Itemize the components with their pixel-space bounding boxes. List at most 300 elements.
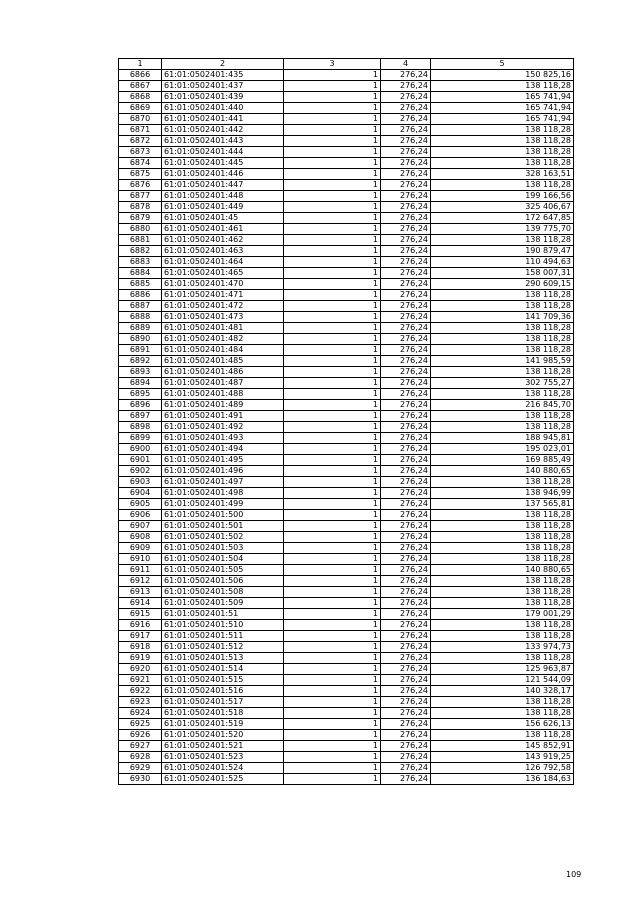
row-number-cell: 6899 (119, 433, 162, 444)
value-cell: 125 963,87 (431, 664, 574, 675)
value-cell: 150 825,16 (431, 70, 574, 81)
value-cell: 138 118,28 (431, 620, 574, 631)
cadastral-number-cell: 61:01:0502401:501 (162, 521, 284, 532)
quantity-cell: 1 (284, 213, 381, 224)
table-row (119, 543, 574, 554)
value-cell: 139 775,70 (431, 224, 574, 235)
cadastral-number-cell: 61:01:0502401:484 (162, 345, 284, 356)
quantity-cell: 1 (284, 92, 381, 103)
value-cell: 141 709,36 (431, 312, 574, 323)
quantity-cell: 1 (284, 763, 381, 774)
cadastral-number-cell: 61:01:0502401:445 (162, 158, 284, 169)
quantity-cell: 1 (284, 279, 381, 290)
cadastral-number-cell: 61:01:0502401:517 (162, 697, 284, 708)
table-row (119, 587, 574, 598)
rate-cell: 276,24 (381, 543, 431, 554)
rate-cell: 276,24 (381, 554, 431, 565)
rate-cell: 276,24 (381, 752, 431, 763)
table-row (119, 411, 574, 422)
value-cell: 138 118,28 (431, 411, 574, 422)
table-row (119, 609, 574, 620)
rate-cell: 276,24 (381, 477, 431, 488)
quantity-cell: 1 (284, 433, 381, 444)
quantity-cell: 1 (284, 290, 381, 301)
cadastral-number-cell: 61:01:0502401:497 (162, 477, 284, 488)
cadastral-number-cell: 61:01:0502401:472 (162, 301, 284, 312)
value-cell: 169 885,49 (431, 455, 574, 466)
cadastral-number-cell: 61:01:0502401:493 (162, 433, 284, 444)
rate-cell: 276,24 (381, 675, 431, 686)
cadastral-number-cell: 61:01:0502401:491 (162, 411, 284, 422)
value-cell: 138 118,28 (431, 576, 574, 587)
table-row (119, 312, 574, 323)
table-row (119, 565, 574, 576)
table-row (119, 213, 574, 224)
quantity-cell: 1 (284, 103, 381, 114)
row-number-cell: 6915 (119, 609, 162, 620)
value-cell: 138 118,28 (431, 521, 574, 532)
cadastral-number-cell: 61:01:0502401:446 (162, 169, 284, 180)
quantity-cell: 1 (284, 521, 381, 532)
row-number-cell: 6918 (119, 642, 162, 653)
table-body (119, 70, 574, 785)
quantity-cell: 1 (284, 774, 381, 785)
value-cell: 138 118,28 (431, 301, 574, 312)
rate-cell: 276,24 (381, 378, 431, 389)
table-row (119, 92, 574, 103)
table-row (119, 125, 574, 136)
value-cell: 141 985,59 (431, 356, 574, 367)
value-cell: 140 880,65 (431, 466, 574, 477)
quantity-cell: 1 (284, 444, 381, 455)
row-number-cell: 6904 (119, 488, 162, 499)
row-number-cell: 6868 (119, 92, 162, 103)
quantity-cell: 1 (284, 70, 381, 81)
table-row (119, 389, 574, 400)
value-cell: 138 118,28 (431, 653, 574, 664)
value-cell: 138 118,28 (431, 543, 574, 554)
table-row (119, 345, 574, 356)
rate-cell: 276,24 (381, 422, 431, 433)
rate-cell: 276,24 (381, 587, 431, 598)
quantity-cell: 1 (284, 631, 381, 642)
value-cell: 138 118,28 (431, 323, 574, 334)
cadastral-number-cell: 61:01:0502401:489 (162, 400, 284, 411)
row-number-cell: 6929 (119, 763, 162, 774)
cadastral-number-cell: 61:01:0502401:509 (162, 598, 284, 609)
row-number-cell: 6898 (119, 422, 162, 433)
quantity-cell: 1 (284, 301, 381, 312)
rate-cell: 276,24 (381, 763, 431, 774)
table-row (119, 477, 574, 488)
row-number-cell: 6917 (119, 631, 162, 642)
rate-cell: 276,24 (381, 279, 431, 290)
row-number-cell: 6900 (119, 444, 162, 455)
row-number-cell: 6913 (119, 587, 162, 598)
value-cell: 290 609,15 (431, 279, 574, 290)
table-row (119, 719, 574, 730)
cadastral-number-cell: 61:01:0502401:481 (162, 323, 284, 334)
table-row (119, 279, 574, 290)
cadastral-number-cell: 61:01:0502401:442 (162, 125, 284, 136)
quantity-cell: 1 (284, 675, 381, 686)
cadastral-number-cell: 61:01:0502401:487 (162, 378, 284, 389)
rate-cell: 276,24 (381, 312, 431, 323)
cadastral-number-cell: 61:01:0502401:488 (162, 389, 284, 400)
row-number-cell: 6905 (119, 499, 162, 510)
cadastral-number-cell: 61:01:0502401:440 (162, 103, 284, 114)
cadastral-number-cell: 61:01:0502401:495 (162, 455, 284, 466)
row-number-cell: 6912 (119, 576, 162, 587)
table-row (119, 675, 574, 686)
rate-cell: 276,24 (381, 334, 431, 345)
rate-cell: 276,24 (381, 620, 431, 631)
quantity-cell: 1 (284, 345, 381, 356)
cadastral-number-cell: 61:01:0502401:499 (162, 499, 284, 510)
value-cell: 140 880,65 (431, 565, 574, 576)
value-cell: 138 118,28 (431, 477, 574, 488)
value-cell: 138 118,28 (431, 532, 574, 543)
table-row (119, 642, 574, 653)
cadastral-number-cell: 61:01:0502401:463 (162, 246, 284, 257)
rate-cell: 276,24 (381, 70, 431, 81)
cadastral-number-cell: 61:01:0502401:525 (162, 774, 284, 785)
cadastral-number-cell: 61:01:0502401:512 (162, 642, 284, 653)
table-row (119, 235, 574, 246)
quantity-cell: 1 (284, 312, 381, 323)
quantity-cell: 1 (284, 642, 381, 653)
row-number-cell: 6866 (119, 70, 162, 81)
value-cell: 138 118,28 (431, 81, 574, 92)
header-row (119, 59, 574, 70)
quantity-cell: 1 (284, 81, 381, 92)
value-cell: 190 879,47 (431, 246, 574, 257)
rate-cell: 276,24 (381, 81, 431, 92)
header-col-3: 3 (284, 59, 381, 70)
rate-cell: 276,24 (381, 697, 431, 708)
value-cell: 121 544,09 (431, 675, 574, 686)
rate-cell: 276,24 (381, 609, 431, 620)
table-row (119, 664, 574, 675)
quantity-cell: 1 (284, 422, 381, 433)
rate-cell: 276,24 (381, 598, 431, 609)
value-cell: 179 001,29 (431, 609, 574, 620)
rate-cell: 276,24 (381, 180, 431, 191)
header-col-2: 2 (162, 59, 284, 70)
row-number-cell: 6870 (119, 114, 162, 125)
rate-cell: 276,24 (381, 136, 431, 147)
row-number-cell: 6890 (119, 334, 162, 345)
value-cell: 325 406,67 (431, 202, 574, 213)
table-row (119, 257, 574, 268)
cadastral-number-cell: 61:01:0502401:485 (162, 356, 284, 367)
rate-cell: 276,24 (381, 532, 431, 543)
row-number-cell: 6877 (119, 191, 162, 202)
value-cell: 138 118,28 (431, 345, 574, 356)
table-row (119, 400, 574, 411)
row-number-cell: 6885 (119, 279, 162, 290)
table-row (119, 180, 574, 191)
quantity-cell: 1 (284, 565, 381, 576)
table-row (119, 554, 574, 565)
rate-cell: 276,24 (381, 488, 431, 499)
rate-cell: 276,24 (381, 202, 431, 213)
quantity-cell: 1 (284, 730, 381, 741)
quantity-cell: 1 (284, 356, 381, 367)
table-row (119, 752, 574, 763)
quantity-cell: 1 (284, 488, 381, 499)
table-row (119, 730, 574, 741)
rate-cell: 276,24 (381, 730, 431, 741)
row-number-cell: 6926 (119, 730, 162, 741)
row-number-cell: 6867 (119, 81, 162, 92)
table-row (119, 455, 574, 466)
value-cell: 138 118,28 (431, 554, 574, 565)
quantity-cell: 1 (284, 323, 381, 334)
row-number-cell: 6907 (119, 521, 162, 532)
table-row (119, 378, 574, 389)
quantity-cell: 1 (284, 510, 381, 521)
table-row (119, 697, 574, 708)
quantity-cell: 1 (284, 202, 381, 213)
quantity-cell: 1 (284, 609, 381, 620)
cadastral-number-cell: 61:01:0502401:516 (162, 686, 284, 697)
value-cell: 138 118,28 (431, 697, 574, 708)
cadastral-number-cell: 61:01:0502401:45 (162, 213, 284, 224)
cadastral-number-cell: 61:01:0502401:523 (162, 752, 284, 763)
cadastral-number-cell: 61:01:0502401:500 (162, 510, 284, 521)
quantity-cell: 1 (284, 246, 381, 257)
quantity-cell: 1 (284, 114, 381, 125)
row-number-cell: 6896 (119, 400, 162, 411)
cadastral-number-cell: 61:01:0502401:471 (162, 290, 284, 301)
header-col-5: 5 (431, 59, 574, 70)
rate-cell: 276,24 (381, 741, 431, 752)
cadastral-number-cell: 61:01:0502401:444 (162, 147, 284, 158)
row-number-cell: 6874 (119, 158, 162, 169)
quantity-cell: 1 (284, 686, 381, 697)
header-col-1: 1 (119, 59, 162, 70)
rate-cell: 276,24 (381, 169, 431, 180)
cadastral-number-cell: 61:01:0502401:473 (162, 312, 284, 323)
row-number-cell: 6889 (119, 323, 162, 334)
row-number-cell: 6873 (119, 147, 162, 158)
row-number-cell: 6922 (119, 686, 162, 697)
quantity-cell: 1 (284, 653, 381, 664)
rate-cell: 276,24 (381, 455, 431, 466)
cadastral-number-cell: 61:01:0502401:492 (162, 422, 284, 433)
value-cell: 165 741,94 (431, 114, 574, 125)
quantity-cell: 1 (284, 411, 381, 422)
quantity-cell: 1 (284, 620, 381, 631)
row-number-cell: 6878 (119, 202, 162, 213)
cadastral-number-cell: 61:01:0502401:510 (162, 620, 284, 631)
table-row (119, 741, 574, 752)
table-row (119, 521, 574, 532)
value-cell: 158 007,31 (431, 268, 574, 279)
quantity-cell: 1 (284, 587, 381, 598)
quantity-cell: 1 (284, 477, 381, 488)
quantity-cell: 1 (284, 158, 381, 169)
rate-cell: 276,24 (381, 147, 431, 158)
value-cell: 138 118,28 (431, 147, 574, 158)
quantity-cell: 1 (284, 598, 381, 609)
cadastral-number-cell: 61:01:0502401:518 (162, 708, 284, 719)
quantity-cell: 1 (284, 741, 381, 752)
row-number-cell: 6914 (119, 598, 162, 609)
quantity-cell: 1 (284, 191, 381, 202)
quantity-cell: 1 (284, 367, 381, 378)
table-row (119, 598, 574, 609)
quantity-cell: 1 (284, 235, 381, 246)
value-cell: 136 184,63 (431, 774, 574, 785)
rate-cell: 276,24 (381, 345, 431, 356)
rate-cell: 276,24 (381, 576, 431, 587)
table-row (119, 708, 574, 719)
row-number-cell: 6876 (119, 180, 162, 191)
row-number-cell: 6884 (119, 268, 162, 279)
cadastral-number-cell: 61:01:0502401:508 (162, 587, 284, 598)
rate-cell: 276,24 (381, 125, 431, 136)
value-cell: 138 118,28 (431, 367, 574, 378)
row-number-cell: 6920 (119, 664, 162, 675)
table-row (119, 422, 574, 433)
page-number: 109 (566, 870, 582, 879)
row-number-cell: 6882 (119, 246, 162, 257)
cadastral-number-cell: 61:01:0502401:465 (162, 268, 284, 279)
rate-cell: 276,24 (381, 642, 431, 653)
row-number-cell: 6919 (119, 653, 162, 664)
row-number-cell: 6897 (119, 411, 162, 422)
value-cell: 133 974,73 (431, 642, 574, 653)
table-row (119, 158, 574, 169)
row-number-cell: 6871 (119, 125, 162, 136)
table-row (119, 246, 574, 257)
rate-cell: 276,24 (381, 686, 431, 697)
row-number-cell: 6887 (119, 301, 162, 312)
rate-cell: 276,24 (381, 664, 431, 675)
value-cell: 138 118,28 (431, 334, 574, 345)
row-number-cell: 6872 (119, 136, 162, 147)
rate-cell: 276,24 (381, 444, 431, 455)
cadastral-number-cell: 61:01:0502401:439 (162, 92, 284, 103)
value-cell: 140 328,17 (431, 686, 574, 697)
cadastral-number-cell: 61:01:0502401:435 (162, 70, 284, 81)
cadastral-number-cell: 61:01:0502401:511 (162, 631, 284, 642)
table-row (119, 114, 574, 125)
row-number-cell: 6916 (119, 620, 162, 631)
cadastral-number-cell: 61:01:0502401:504 (162, 554, 284, 565)
rate-cell: 276,24 (381, 301, 431, 312)
rate-cell: 276,24 (381, 213, 431, 224)
cadastral-number-cell: 61:01:0502401:447 (162, 180, 284, 191)
table-row (119, 202, 574, 213)
row-number-cell: 6894 (119, 378, 162, 389)
table-row (119, 334, 574, 345)
quantity-cell: 1 (284, 697, 381, 708)
rate-cell: 276,24 (381, 268, 431, 279)
row-number-cell: 6901 (119, 455, 162, 466)
table-row (119, 433, 574, 444)
rate-cell: 276,24 (381, 708, 431, 719)
value-cell: 138 118,28 (431, 180, 574, 191)
quantity-cell: 1 (284, 466, 381, 477)
row-number-cell: 6892 (119, 356, 162, 367)
table-row (119, 147, 574, 158)
table-row (119, 499, 574, 510)
rate-cell: 276,24 (381, 510, 431, 521)
cadastral-number-cell: 61:01:0502401:443 (162, 136, 284, 147)
row-number-cell: 6925 (119, 719, 162, 730)
cadastral-number-cell: 61:01:0502401:524 (162, 763, 284, 774)
row-number-cell: 6886 (119, 290, 162, 301)
row-number-cell: 6875 (119, 169, 162, 180)
quantity-cell: 1 (284, 389, 381, 400)
row-number-cell: 6921 (119, 675, 162, 686)
quantity-cell: 1 (284, 499, 381, 510)
cadastral-number-cell: 61:01:0502401:520 (162, 730, 284, 741)
row-number-cell: 6903 (119, 477, 162, 488)
row-number-cell: 6927 (119, 741, 162, 752)
value-cell: 138 118,28 (431, 158, 574, 169)
value-cell: 138 118,28 (431, 422, 574, 433)
cadastral-number-cell: 61:01:0502401:521 (162, 741, 284, 752)
quantity-cell: 1 (284, 400, 381, 411)
rate-cell: 276,24 (381, 499, 431, 510)
row-number-cell: 6879 (119, 213, 162, 224)
rate-cell: 276,24 (381, 246, 431, 257)
quantity-cell: 1 (284, 169, 381, 180)
value-cell: 302 755,27 (431, 378, 574, 389)
cadastral-number-cell: 61:01:0502401:461 (162, 224, 284, 235)
rate-cell: 276,24 (381, 224, 431, 235)
value-cell: 110 494,63 (431, 257, 574, 268)
table-row (119, 510, 574, 521)
value-cell: 138 118,28 (431, 598, 574, 609)
table-row (119, 224, 574, 235)
row-number-cell: 6909 (119, 543, 162, 554)
quantity-cell: 1 (284, 224, 381, 235)
value-cell: 165 741,94 (431, 92, 574, 103)
table-row (119, 301, 574, 312)
value-cell: 138 118,28 (431, 708, 574, 719)
rate-cell: 276,24 (381, 103, 431, 114)
value-cell: 145 852,91 (431, 741, 574, 752)
table-row (119, 356, 574, 367)
table-row (119, 466, 574, 477)
table-row (119, 488, 574, 499)
row-number-cell: 6881 (119, 235, 162, 246)
rate-cell: 276,24 (381, 631, 431, 642)
table-row (119, 103, 574, 114)
value-cell: 138 118,28 (431, 510, 574, 521)
quantity-cell: 1 (284, 719, 381, 730)
rate-cell: 276,24 (381, 411, 431, 422)
cadastral-number-cell: 61:01:0502401:514 (162, 664, 284, 675)
cadastral-number-cell: 61:01:0502401:462 (162, 235, 284, 246)
table-row (119, 367, 574, 378)
cadastral-number-cell: 61:01:0502401:515 (162, 675, 284, 686)
value-cell: 172 647,85 (431, 213, 574, 224)
table-row (119, 576, 574, 587)
row-number-cell: 6928 (119, 752, 162, 763)
table-row (119, 444, 574, 455)
row-number-cell: 6911 (119, 565, 162, 576)
value-cell: 126 792,58 (431, 763, 574, 774)
value-cell: 199 166,56 (431, 191, 574, 202)
value-cell: 138 118,28 (431, 730, 574, 741)
rate-cell: 276,24 (381, 257, 431, 268)
